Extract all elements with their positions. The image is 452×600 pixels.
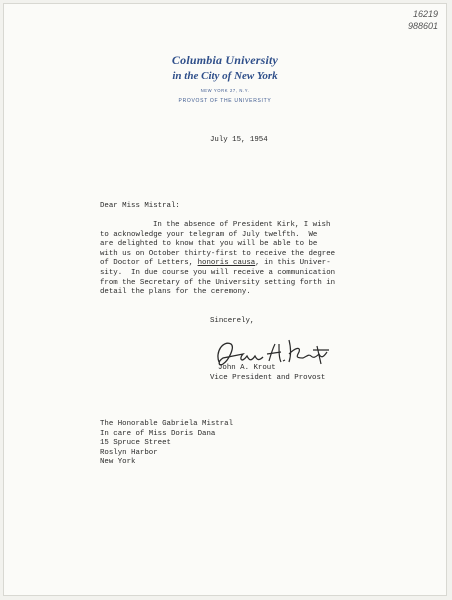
- recipient-line-3: 15 Spruce Street: [100, 439, 171, 448]
- archive-number: 16219: [412, 9, 438, 19]
- letter-date: July 15, 1954: [210, 136, 268, 144]
- letter-page: [3, 3, 447, 596]
- letterhead-office: PROVOST OF THE UNIVERSITY: [178, 98, 272, 104]
- body-line-2: to acknowledge your telegram of July twelfth. We: [100, 230, 318, 239]
- recipient-line-4: Roslyn Harbor: [100, 448, 158, 457]
- recipient-line-1: The Honorable Gabriela Mistral: [100, 420, 234, 428]
- recipient-line-2: In care of Miss Doris Dana: [100, 429, 216, 438]
- letter-body: [100, 221, 335, 298]
- signer-title: Vice President and Provost: [210, 373, 326, 382]
- body-line-5b: , in this Univer-: [255, 259, 331, 268]
- letterhead-city: in the City of New York: [172, 70, 278, 82]
- closing: Sincerely,: [210, 317, 255, 325]
- recipient-line-5: New York: [100, 458, 136, 467]
- recipient-address: [100, 420, 233, 468]
- signer-block: [210, 364, 325, 383]
- body-line-8: detail the plans for the ceremony.: [100, 288, 251, 297]
- salutation: Dear Miss Mistral:: [100, 202, 180, 210]
- letterhead-university: Columbia University: [171, 53, 279, 67]
- reference-number: 988601: [407, 21, 438, 31]
- body-line-4: with us on October thirty-first to receive the degree: [100, 249, 336, 258]
- latin-phrase: honoris causa: [197, 259, 256, 268]
- letterhead-address: NEW YORK 27, N.Y.: [200, 88, 250, 93]
- body-line-1: In the absence of President Kirk, I wish: [153, 221, 331, 229]
- body-line-5a: of Doctor of Letters,: [100, 259, 198, 268]
- signer-name: John A. Krout: [218, 364, 276, 372]
- body-line-3: are delighted to know that you will be able to be: [100, 240, 318, 249]
- body-line-7: from the Secretary of the University setting forth in: [100, 278, 336, 287]
- body-line-6: sity. In due course you will receive a communication: [100, 268, 336, 277]
